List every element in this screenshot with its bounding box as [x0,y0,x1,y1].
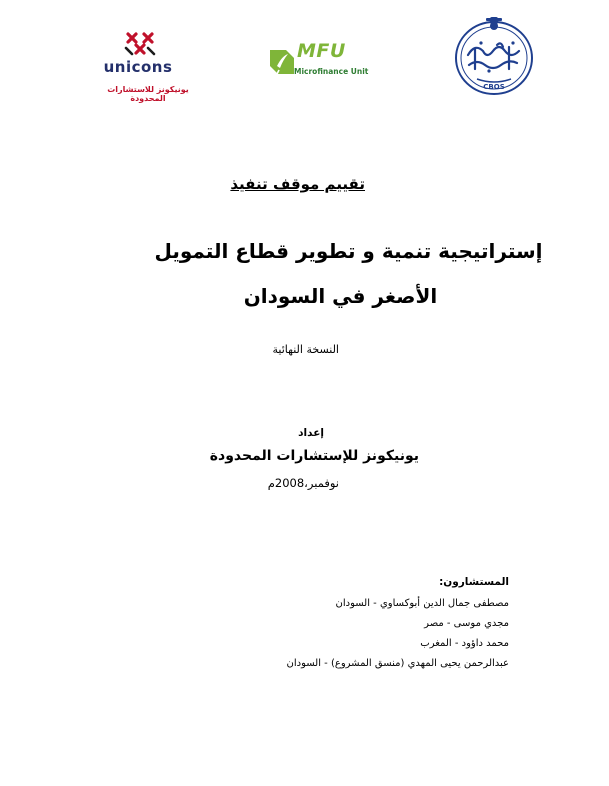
document-title-line2: الأصغر في السودان [243,284,438,308]
prepared-by-label: إعداد [298,427,324,439]
unicons-emblem-icon [122,30,158,58]
unicons-wordmark: unicons [103,58,173,76]
document-title-line1: إستراتيجية تنمية و تطوير قطاع التمويل [154,239,543,263]
consultant-item: مصطفى جمال الدين أبوكساوي - السودان [335,598,509,609]
mfu-wordmark: MFU [297,40,346,62]
document-version: النسخة النهائية [272,343,339,356]
consultant-item: عبدالرحمن يحيى المهدي (منسق المشروع) - السودان [286,658,509,669]
preparer-name: يونيكونز للإستشارات المحدودة [209,448,419,464]
consultant-item: محمد داؤود - المغرب [420,638,509,649]
mfu-subtitle: Microfinance Unit [294,67,369,76]
cbos-seal-caption-layer [453,15,535,97]
document-date: نوفمبر،2008م [267,476,339,490]
consultants-heading: المستشارون: [439,576,509,588]
cbos-caption: CBOS [483,83,505,91]
document-type: تقييم موقف تنفيذ [230,175,365,193]
unicons-caption: يونيكونز للاستشارات المحدودة [107,85,189,103]
consultant-item: مجدي موسى - مصر [424,618,509,629]
